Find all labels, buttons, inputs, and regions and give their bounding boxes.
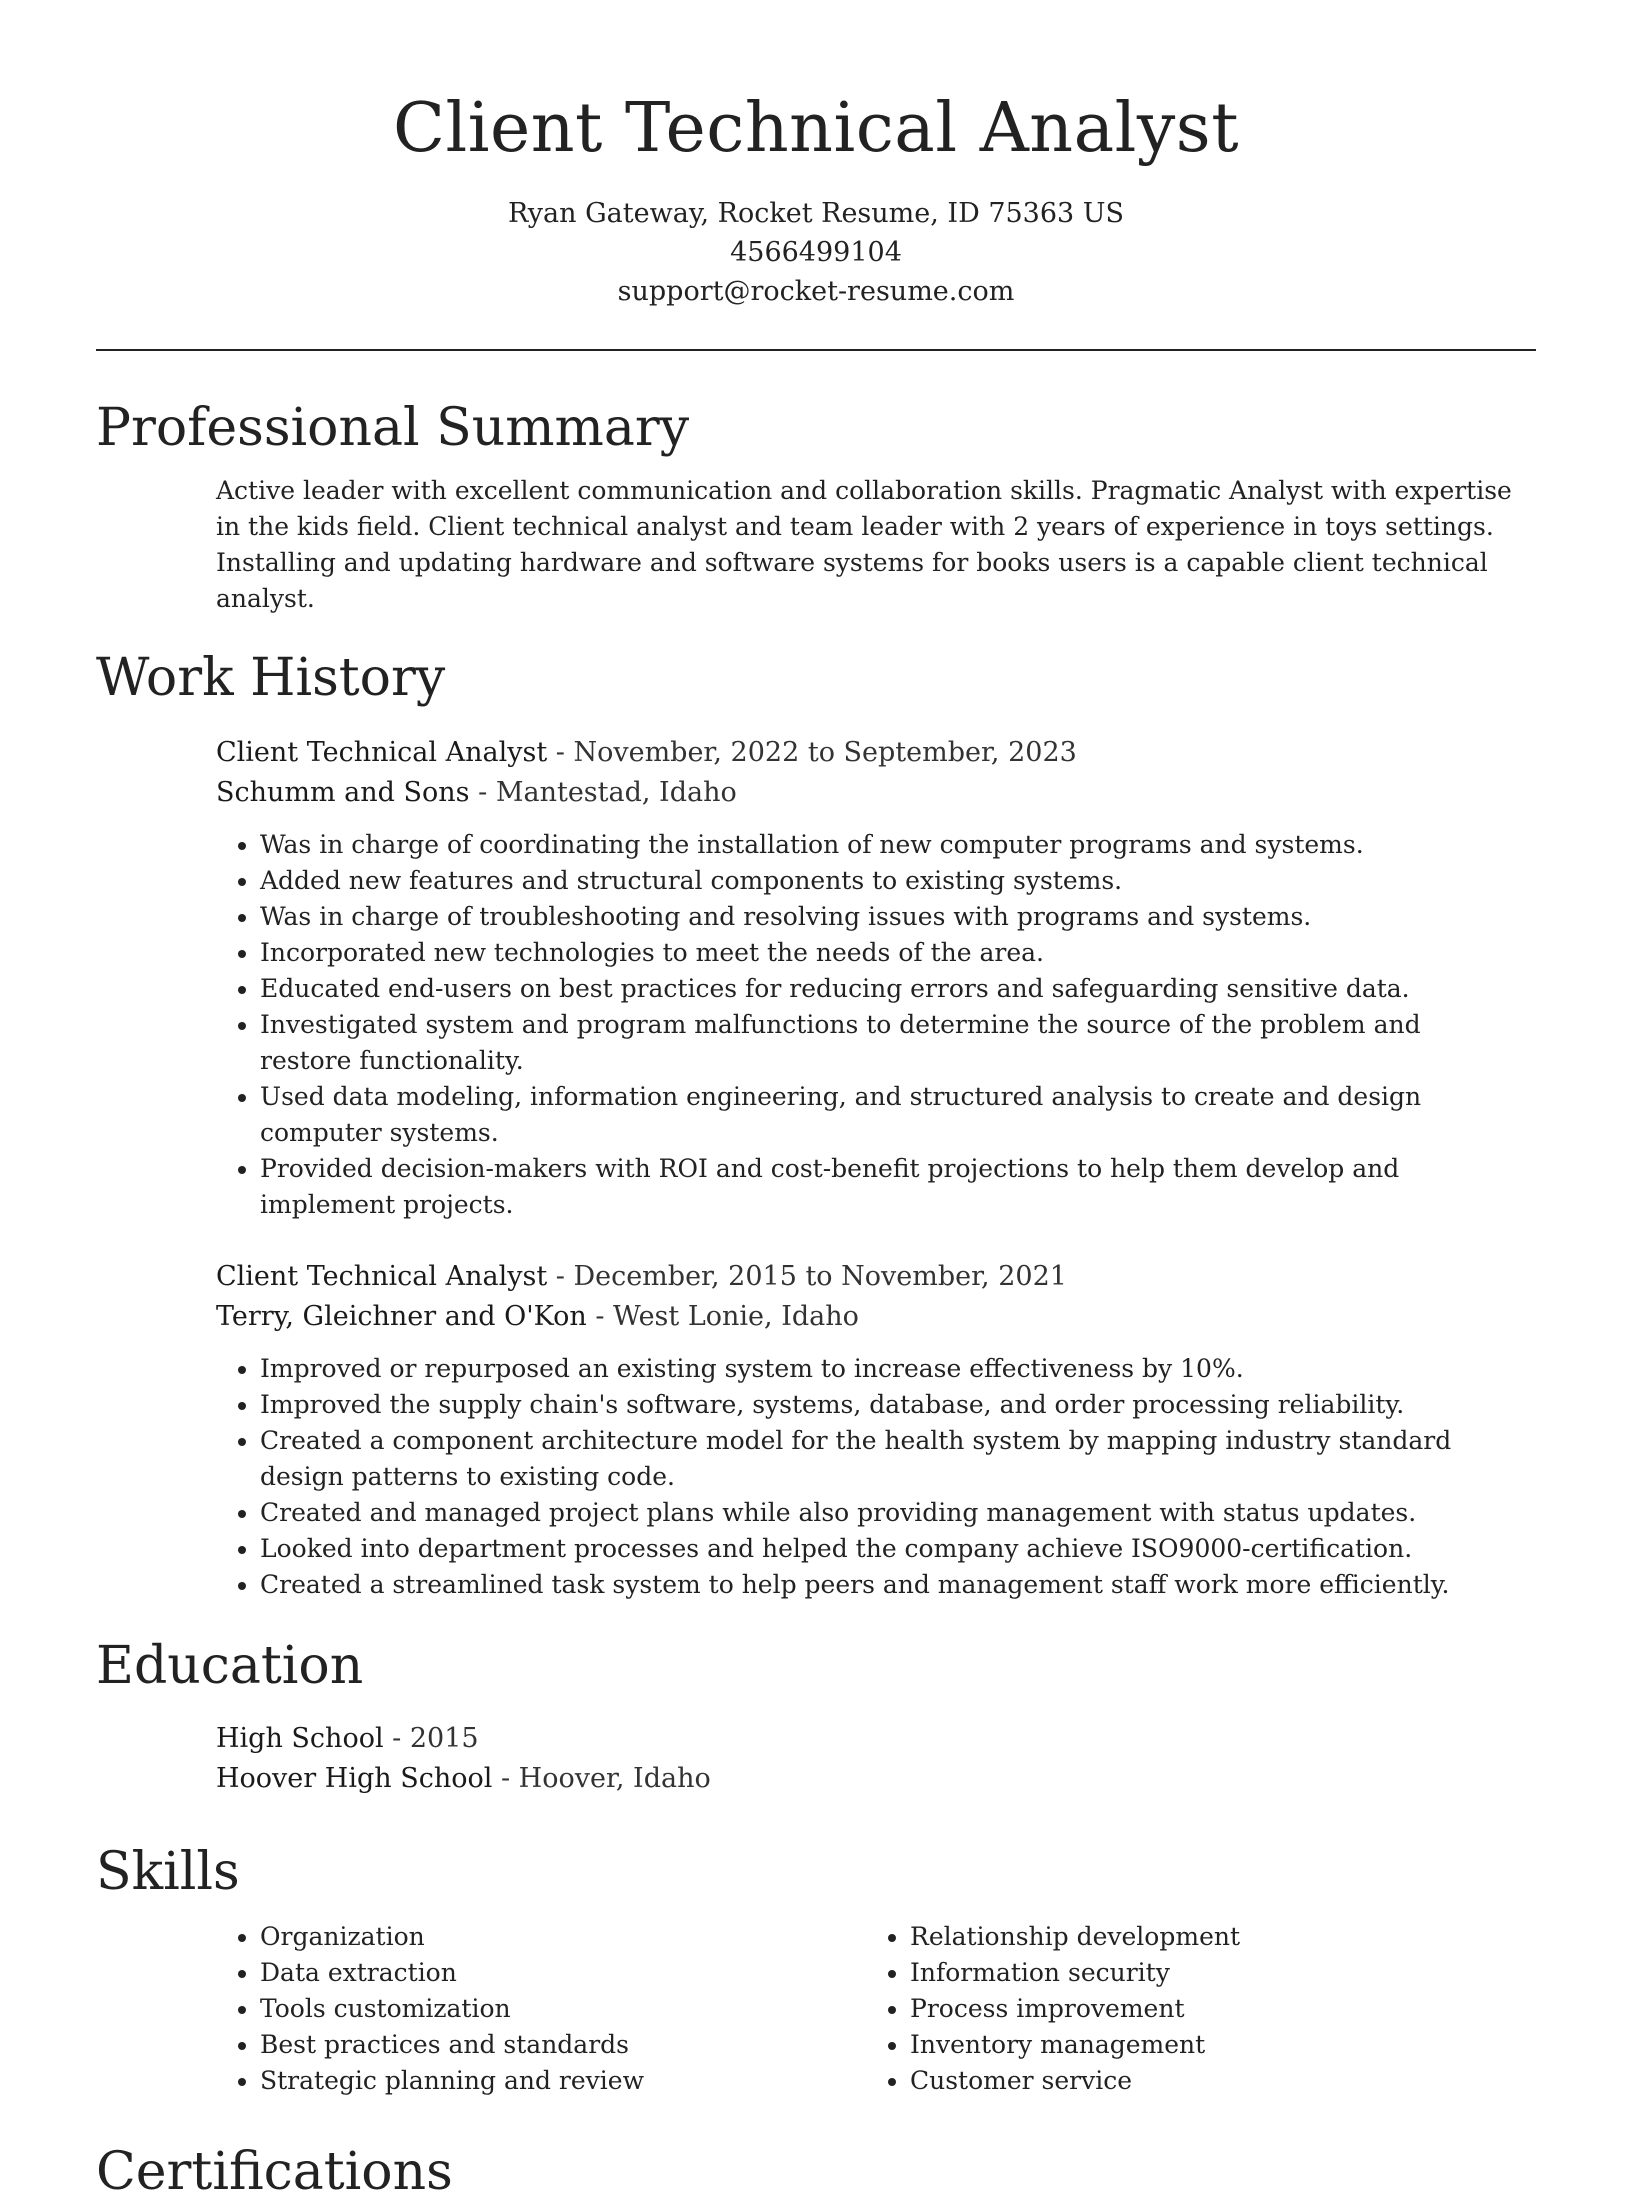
section-work-history (96, 645, 1536, 1603)
job-company: Schumm and Sons (216, 777, 470, 808)
job-dates: - November, 2022 to September, 2023 (547, 737, 1077, 768)
list-item: • Looked into department processes and helped the company achieve ISO9000-certification. (260, 1531, 1516, 1567)
skills-column-right (866, 1919, 1516, 2099)
section-education (96, 1633, 1536, 1799)
list-item: • Created and managed project plans while also providing management with status updates. (260, 1495, 1516, 1531)
skills-grid (96, 1919, 1536, 2099)
list-item: • Investigated system and program malfunctions to determine the source of the problem and restore functionality. (260, 1007, 1516, 1079)
education-school: Hoover High School (216, 1763, 493, 1794)
list-item: • Data extraction (260, 1955, 866, 1991)
resume-title: Client Technical Analyst (392, 89, 1240, 168)
list-item: • Relationship development (910, 1919, 1516, 1955)
list-item: • Created a streamlined task system to help peers and management staff work more efficiently. (260, 1567, 1516, 1603)
education-location: - Hoover, Idaho (492, 1763, 711, 1794)
skills-heading: Skills (96, 1842, 240, 1902)
contact-phone: 4566499104 (730, 237, 902, 268)
job-bullets (216, 827, 1536, 1223)
resume-header (96, 0, 1536, 311)
list-item: • Was in charge of coordinating the installation of new computer programs and systems. (260, 827, 1516, 863)
job-location: - Mantestad, Idaho (469, 777, 737, 808)
education-heading: Education (96, 1636, 364, 1696)
job-location: - West Lonie, Idaho (586, 1301, 859, 1332)
list-item: • Incorporated new technologies to meet the needs of the area. (260, 935, 1516, 971)
skills-column-left (216, 1919, 866, 2099)
contact-email: support@rocket-resume.com (617, 276, 1015, 307)
education-degree: High School (216, 1723, 384, 1754)
section-skills (96, 1839, 1536, 2099)
list-item: • Information security (910, 1955, 1516, 1991)
list-item: • Strategic planning and review (260, 2063, 866, 2099)
certifications-heading: Certifications (96, 2142, 453, 2202)
list-item: • Used data modeling, information engineering, and structured analysis to create and design computer systems. (260, 1079, 1516, 1151)
list-item: • Improved or repurposed an existing system to increase effectiveness by 10%. (260, 1351, 1516, 1387)
header-divider (96, 349, 1536, 351)
list-item: • Organization (260, 1919, 866, 1955)
list-item: • Improved the supply chain's software, systems, database, and order processing reliability. (260, 1387, 1516, 1423)
list-item: • Provided decision-makers with ROI and cost-benefit projections to help them develop and implement projects. (260, 1151, 1516, 1223)
work-history-heading: Work History (96, 648, 446, 708)
list-item: • Added new features and structural components to existing systems. (260, 863, 1516, 899)
job-title: Client Technical Analyst (216, 1261, 548, 1292)
list-item: • Tools customization (260, 1991, 866, 2027)
job-company: Terry, Gleichner and O'Kon (216, 1301, 587, 1332)
job-title: Client Technical Analyst (216, 737, 548, 768)
list-item: • Customer service (910, 2063, 1516, 2099)
job-entry (96, 1257, 1536, 1603)
list-item: • Educated end-users on best practices for reducing errors and safeguarding sensitive data. (260, 971, 1516, 1007)
education-year: - 2015 (383, 1723, 479, 1754)
list-item: • Inventory management (910, 2027, 1516, 2063)
section-summary (96, 395, 1536, 617)
job-bullets (216, 1351, 1536, 1603)
education-entry (96, 1719, 1536, 1799)
section-certifications (96, 2139, 1536, 2205)
summary-heading: Professional Summary (96, 398, 690, 458)
job-entry (96, 733, 1536, 1223)
list-item: • Process improvement (910, 1991, 1516, 2027)
list-item: • Was in charge of troubleshooting and resolving issues with programs and systems. (260, 899, 1516, 935)
job-dates: - December, 2015 to November, 2021 (547, 1261, 1067, 1292)
summary-text: Active leader with excellent communication and collaboration skills. Pragmatic Analyst with expertise in the kids field. Client technical analyst and team leader with 2 years of experience in toys settings. Installing and updating hardware and software systems for books users is a capable client technical analyst. (216, 476, 1512, 613)
list-item: • Created a component architecture model for the health system by mapping industry standard design patterns to existing code. (260, 1423, 1516, 1495)
contact-address: Ryan Gateway, Rocket Resume, ID 75363 US (507, 198, 1125, 229)
list-item: • Best practices and standards (260, 2027, 866, 2063)
